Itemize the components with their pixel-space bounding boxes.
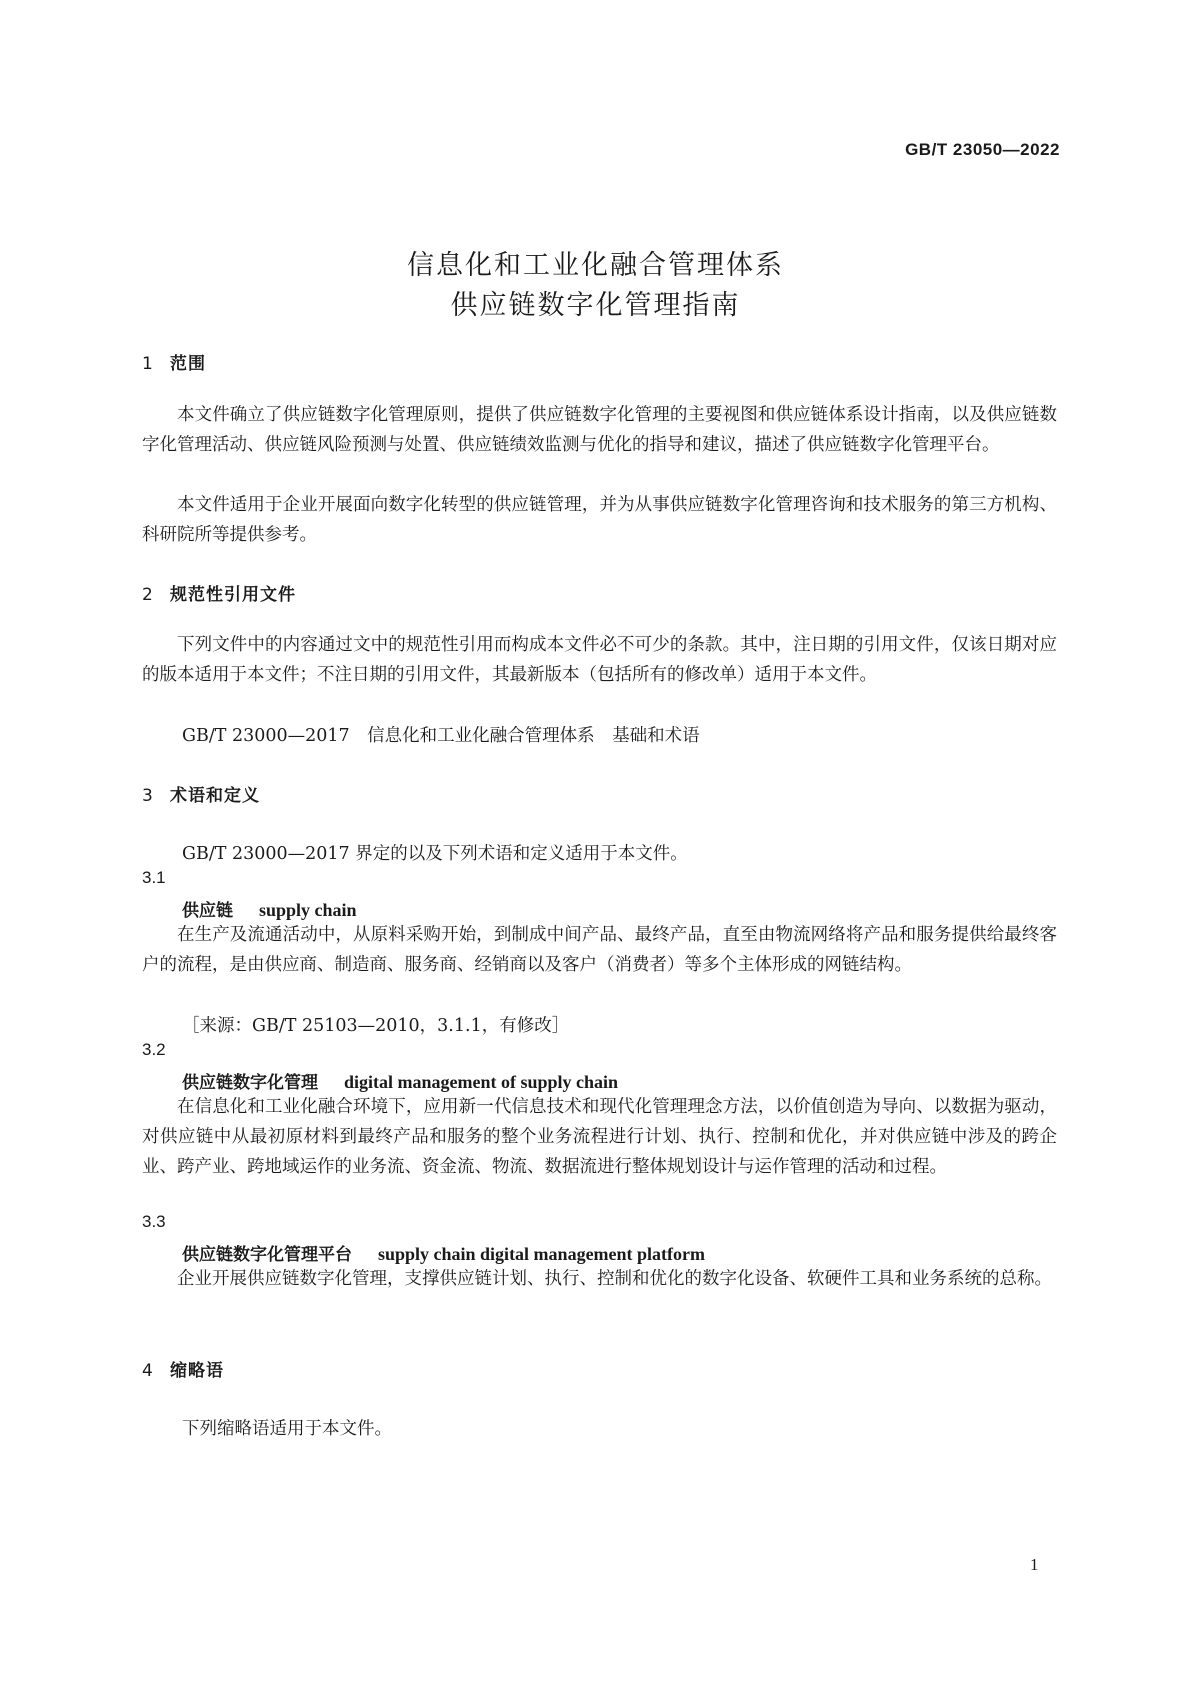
section-2-paragraph: 下列文件中的内容通过文中的规范性引用而构成本文件必不可少的条款。其中，注日期的引用文件，仅该日期对应的版本适用于本文件；不注日期的引用文件，其最新版本（包括所有的修改单）适用于本文件。 bbox=[142, 635, 1057, 685]
term-source: ［来源：GB/T 25103—2010，3.1.1，有修改］ bbox=[182, 1016, 570, 1036]
section-title: 规范性引用文件 bbox=[170, 585, 296, 605]
term-cn: 供应链 bbox=[182, 901, 233, 921]
document-title-line-2: 供应链数字化管理指南 bbox=[450, 290, 741, 321]
section-2-heading bbox=[142, 580, 296, 605]
term-definition: 企业开展供应链数字化管理，支撑供应链计划、执行、控制和优化的数字化设备、软硬件工具和业务系统的总称。 bbox=[177, 1269, 1052, 1289]
term-en: supply chain digital management platform bbox=[378, 1244, 706, 1264]
term-cn: 供应链数字化管理 bbox=[182, 1073, 318, 1093]
document-title-line-1: 信息化和工业化融合管理体系 bbox=[407, 250, 784, 281]
section-title: 范围 bbox=[170, 354, 206, 374]
term-number: 3.3 bbox=[142, 1212, 166, 1231]
section-title: 术语和定义 bbox=[170, 786, 260, 806]
section-4-paragraph: 下列缩略语适用于本文件。 bbox=[182, 1419, 392, 1439]
standard-number: GB/T 23050—2022 bbox=[905, 140, 1060, 159]
term-definition: 在信息化和工业化融合环境下，应用新一代信息技术和现代化管理理念方法，以价值创造为导向、以数据为驱动，对供应链中从最初原材料到最终产品和服务的整个业务流程进行计划、执行、控制和优化，并对供应链中涉及的跨企业、跨产业、跨地域运作的业务流、资金流、物流、数据流进行整体规划设计与运作管理的活动和过程。 bbox=[142, 1097, 1057, 1177]
section-number: 1 bbox=[142, 354, 154, 374]
page-number: 1 bbox=[1030, 1555, 1039, 1574]
section-1-paragraph-1: 本文件确立了供应链数字化管理原则，提供了供应链数字化管理的主要视图和供应链体系设计指南，以及供应链数字化管理活动、供应链风险预测与处置、供应链绩效监测与优化的指导和建议，描述了供应链数字化管理平台。 bbox=[142, 405, 1057, 455]
section-number: 2 bbox=[142, 585, 154, 605]
term-definition: 在生产及流通活动中，从原料采购开始，到制成中间产品、最终产品，直至由物流网络将产品和服务提供给最终客户的流程，是由供应商、制造商、服务商、经销商以及客户（消费者）等多个主体形成的网链结构。 bbox=[142, 925, 1057, 975]
term-number: 3.2 bbox=[142, 1040, 166, 1059]
terms-intro: GB/T 23000—2017 界定的以及下列术语和定义适用于本文件。 bbox=[182, 844, 688, 864]
section-number: 3 bbox=[142, 786, 154, 806]
section-title: 缩略语 bbox=[170, 1361, 224, 1381]
term-cn: 供应链数字化管理平台 bbox=[182, 1245, 352, 1265]
normative-reference: GB/T 23000—2017 信息化和工业化融合管理体系 基础和术语 bbox=[182, 726, 700, 746]
term-title bbox=[182, 1068, 618, 1093]
section-1-paragraph-2: 本文件适用于企业开展面向数字化转型的供应链管理，并为从事供应链数字化管理咨询和技术服务的第三方机构、科研院所等提供参考。 bbox=[142, 495, 1057, 545]
section-1-heading bbox=[142, 349, 206, 374]
section-3-heading bbox=[142, 781, 260, 806]
section-4-heading bbox=[142, 1356, 224, 1381]
term-title bbox=[182, 1240, 705, 1265]
section-number: 4 bbox=[142, 1361, 154, 1381]
term-en: digital management of supply chain bbox=[344, 1072, 619, 1092]
term-number: 3.1 bbox=[142, 868, 166, 887]
term-title bbox=[182, 896, 357, 921]
term-en: supply chain bbox=[259, 900, 357, 920]
